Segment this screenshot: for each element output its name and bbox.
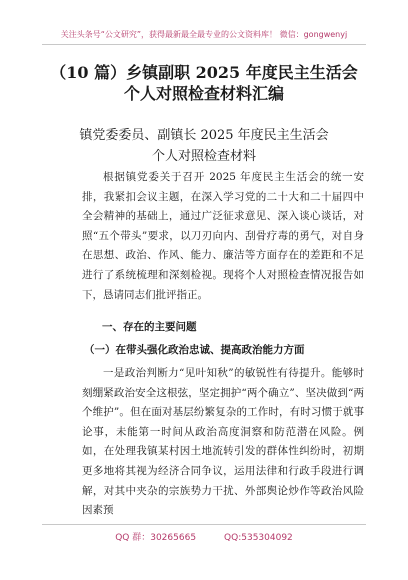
- intro-paragraph: 根据镇党委关于召开 2025 年度民主生活会的统一安排，我紧扣会议主题，在深入学习党的二十大和二十届四中全会精神的基础上，通过广泛征求意见、深入谈心谈话，对照“五个带头”要求，以刀刃向内、刮骨疗毒的勇气，对自身在思想、政治、作风、能力、廉洁等方面存在的差距和不足进行了系统梳理和深刻检视。现将个人对照检查情况报告如下，恳请同志们批评指正。: [82, 171, 364, 301]
- section-heading: 一、存在的主要问题: [102, 321, 197, 333]
- intro-section: [82, 168, 364, 305]
- footer-qq-group: QQ 群：30265665: [115, 533, 197, 543]
- header-banner: 关注头条号“公文研究”，获得最新最全最专业的公文资料库！ 微信：gongwenyj: [60, 30, 348, 39]
- subsection-heading: （一）在带头强化政治忠诚、提高政治能力方面: [84, 344, 305, 356]
- title-line-2: 个人对照检查材料汇编: [123, 84, 284, 103]
- footer-divider: [42, 524, 366, 525]
- title-line-1: （10 篇）乡镇副职 2025 年度民主生活会: [50, 63, 358, 82]
- document-title: [20, 62, 388, 104]
- body-paragraph: 一是政治判断力“见叶知秋”的敏锐性有待提升。能够时刻绷紧政治安全这根弦，坚定拥护“两个确立”、坚决做到“两个维护”。但在面对基层纷繁复杂的工作时，有时习惯于就事论事，未能第一时间从政治高度洞察和防范潜在风险。例如，在处理我镇某村因土地流转引发的群体性纠纷时，初期更多地将其视为经济合同争议，运用法律和行政手段进行调解，对其中夹杂的宗族势力干扰、外部舆论炒作等政治风险因素预: [82, 367, 364, 517]
- header-divider: [42, 44, 366, 45]
- footer-qq: QQ:535304092: [224, 533, 293, 543]
- footer: [0, 530, 408, 543]
- subtitle-line-2: 个人对照检查材料: [151, 149, 256, 164]
- body-section: [82, 364, 364, 521]
- subtitle-line-1: 镇党委委员、副镇长 2025 年度民主生活会: [79, 128, 329, 143]
